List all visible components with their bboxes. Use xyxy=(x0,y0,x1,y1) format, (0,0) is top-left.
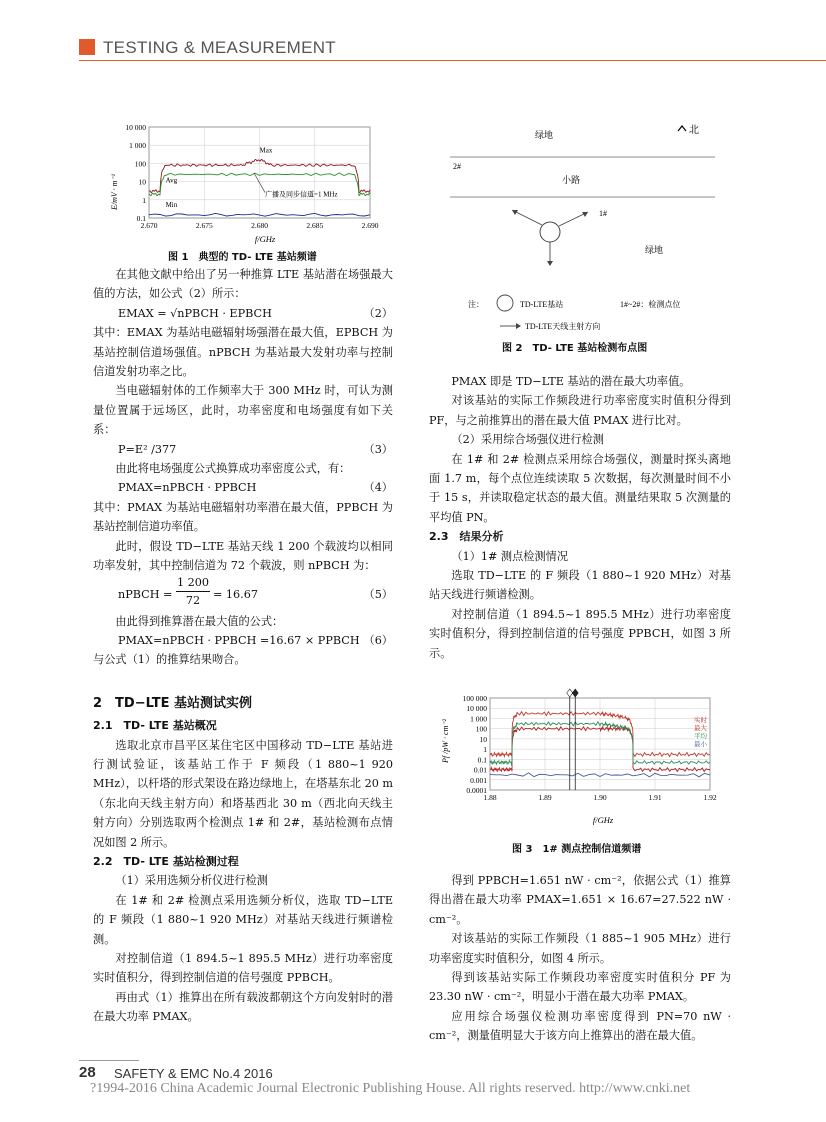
paragraph: 再由式（1）推算出在所有载波都朝这个方向发射时的潜在最大功率 PMAX。 xyxy=(93,990,393,1024)
equation-3-body: P=E² /377 xyxy=(118,442,177,456)
fig2-north: 北 xyxy=(689,125,699,136)
north-arrow-icon xyxy=(678,126,686,131)
series-label-avg: Avg xyxy=(165,176,178,185)
x-tick-label: 1.90 xyxy=(593,793,607,802)
x-tick-label: 2.680 xyxy=(251,221,268,230)
fig2-legend-note: 注： xyxy=(468,300,484,309)
fig2-point-1: 1# xyxy=(599,209,607,218)
figure-3-control-channel-spectrum xyxy=(438,686,730,826)
y-tick-label: 1 xyxy=(483,745,487,755)
equation-5-denominator: 72 xyxy=(185,593,201,607)
paragraph: 其中：PMAX 为基站电磁辐射功率潜在最大值，PPBCH 为基站控制信道功率值。 xyxy=(93,500,393,534)
y-tick-label: 10 000 xyxy=(125,123,146,132)
paragraph: 当电磁辐射体的工作频率大于 300 MHz 时，可认为测量位置属于远场区，此时，功率密度和电场强度有如下关系： xyxy=(93,384,393,437)
fig2-green-bottom: 绿地 xyxy=(645,245,664,255)
equation-3 xyxy=(93,440,393,459)
section-header: TESTING & MEASUREMENT xyxy=(103,38,336,57)
y-tick-label: 0.1 xyxy=(477,755,487,765)
paragraph: 选取北京市昌平区某住宅区中国移动 TD−LTE 基站进行测试验证，该基站工作于 F 频段（1 880~1 920 MHz），以杆塔的形式架设在路边绿地上，在塔基东北 20 m（东北向天线主射方向）和塔基西北 30 m（西北向天线主射方向）分别选取两个检测点 1# 和 2#，基站检测布点情况如图 2 所示。 xyxy=(93,738,393,849)
figure-1-spectrum xyxy=(105,120,390,245)
legend-station-icon xyxy=(497,295,513,311)
fig2-green-top: 绿地 xyxy=(535,130,554,140)
x-tick-label: 2.690 xyxy=(361,221,379,230)
y-tick-label: 0.01 xyxy=(473,765,487,775)
figure-3-caption: 图 3 1# 测点控制信道频谱 xyxy=(512,844,642,855)
equation-2-body: EMAX = √nPBCH · EPBCH xyxy=(118,306,272,320)
journal-name: SAFETY & EMC No.4 2016 xyxy=(114,1066,273,1081)
paragraph: 对该基站的实际工作频段进行功率密度实时值积分得到 PF，与之前推算出的潜在最大值 PMAX 进行比对。 xyxy=(429,394,731,427)
figure-1-caption: 图 1 典型的 TD- LTE 基站频谱 xyxy=(168,252,317,263)
figure-2-caption: 图 2 TD- LTE 基站检测布点图 xyxy=(502,343,648,354)
y-tick-label: 1 000 xyxy=(129,141,146,151)
figure-2-layout-diagram xyxy=(440,115,730,340)
equation-6 xyxy=(93,631,393,650)
paragraph: （2）采用综合场强仪进行检测 xyxy=(451,433,604,447)
equation-3-number: （3） xyxy=(363,442,393,456)
arrow-head-south xyxy=(547,261,553,266)
fig2-road: 小路 xyxy=(562,175,581,185)
y-tick-label: 10 xyxy=(479,734,487,744)
section-heading: 2 TD−LTE 基站测试实例 xyxy=(93,695,253,711)
equation-6-number: （6） xyxy=(363,633,393,647)
x-tick-label: 2.675 xyxy=(195,221,213,230)
equation-4-body: PMAX=nPBCH · PPBCH xyxy=(118,481,257,495)
equation-2 xyxy=(93,304,393,323)
paragraph: （1）1# 测点检测情况 xyxy=(451,549,569,563)
equation-5-numerator: 1 200 xyxy=(176,575,210,592)
paragraph: 选取 TD−LTE 的 F 频段（1 880~1 920 MHz）对基站天线进行频谱检测。 xyxy=(429,569,731,602)
paragraph: 在 1# 和 2# 检测点采用综合场强仪，测量时探头离地面 1.7 m，每个点位连续读取 5 次数据，每次测量时间不小于 15 s，并读取稳定状态的最大值。测量结果取 5 次测量的平均值 PN。 xyxy=(429,452,731,524)
subsection-heading: 2.2 TD- LTE 基站检测过程 xyxy=(93,854,239,868)
paragraph: 得到该基站实际工作频段功率密度实时值积分 PF 为 23.30 nW · cm⁻²，明显小于潜在最大功率 PMAX。 xyxy=(429,971,731,1004)
fig2-point-2: 2# xyxy=(453,162,461,171)
paragraph: 由此将电场强度公式换算成功率密度公式，有： xyxy=(115,462,351,476)
base-station-icon xyxy=(540,222,560,242)
right-column-lower xyxy=(429,871,731,1046)
x-tick-label: 1.88 xyxy=(483,793,497,802)
fig1-ylabel: E/mV · m⁻¹ xyxy=(110,173,119,211)
annotation-label: 广播及同步信道=1 MHz xyxy=(265,190,338,199)
paragraph: 应用综合场强仪检测功率密度得到 PN=70 nW · cm⁻²，测量值明显大于该方向上推算出的潜在最大值。 xyxy=(429,1009,731,1043)
x-tick-label: 1.91 xyxy=(648,793,662,802)
paragraph: 对控制信道（1 894.5~1 895.5 MHz）进行功率密度实时值积分，得到控制信道的信号强度 PPBCH。 xyxy=(93,952,393,985)
paragraph: 其中：EMAX 为基站电磁辐射场强潜在最大值，EPBCH 为基站控制信道场强值。nPBCH 为基站最大发射功率与控制信道发射功率之比。 xyxy=(93,326,393,379)
equation-5-number: （5） xyxy=(363,587,393,601)
y-tick-label: 0.0001 xyxy=(466,786,487,795)
y-tick-label: 10 000 xyxy=(466,704,487,714)
equation-5-rhs: = 16.67 xyxy=(213,587,258,601)
footer-rule xyxy=(79,1060,139,1061)
fig2-legend-points: 1#~2#：检测点位 xyxy=(620,300,681,309)
subsection-heading: 2.3 结果分析 xyxy=(429,530,504,544)
fig1-xlabel: f/GHz xyxy=(254,234,276,244)
fig2-legend-station: TD-LTE基站 xyxy=(520,300,564,309)
legend-arrow-head-icon xyxy=(516,323,521,329)
legend-entry-1: 实时 xyxy=(694,717,707,724)
equation-6-body: PMAX=nPBCH · PPBCH =16.67 × PPBCH xyxy=(118,633,360,647)
left-column xyxy=(93,265,393,1027)
subsection-heading: 2.1 TD- LTE 基站概况 xyxy=(93,719,217,733)
paragraph: 与公式（1）的推算结果吻合。 xyxy=(93,653,246,667)
paragraph: 在其他文献中给出了另一种推算 LTE 基站潜在场强最大值的方法，如公式（2）所示： xyxy=(93,268,393,301)
y-tick-label: 100 xyxy=(475,724,487,734)
x-tick-label: 1.89 xyxy=(538,793,552,802)
equation-4 xyxy=(93,478,393,497)
header-accent-square xyxy=(79,39,95,55)
x-tick-label: 2.670 xyxy=(140,221,158,230)
right-column xyxy=(429,372,731,663)
series-label-min: Min xyxy=(165,201,178,210)
y-tick-label: 0.001 xyxy=(470,775,487,785)
header-rule xyxy=(79,60,826,61)
legend-entry-4: 最小 xyxy=(694,741,707,748)
y-tick-label: 10 xyxy=(138,177,146,187)
legend-entry-3: 平均 xyxy=(694,733,707,740)
paragraph: 对该基站的实际工作频段（1 885~1 905 MHz）进行功率密度实时值积分，如图 4 所示。 xyxy=(429,932,731,965)
paragraph: 对控制信道（1 894.5~1 895.5 MHz）进行功率密度实时值积分，得到控制信道的信号强度 PPBCH，如图 3 所示。 xyxy=(429,607,731,660)
equation-5-lhs: nPBCH = xyxy=(118,587,173,601)
fig2-legend-arrow: TD-LTE天线主射方向 xyxy=(525,322,601,331)
page-number: 28 xyxy=(79,1064,96,1081)
paragraph: （1）采用选频分析仪进行检测 xyxy=(115,874,268,888)
y-tick-label: 0.1 xyxy=(136,214,146,223)
y-tick-label: 1 000 xyxy=(470,714,487,724)
paragraph: 得到 PPBCH=1.651 nW · cm⁻²，依据公式（1）推算得出潜在最大功率 PMAX=1.651 × 16.67=27.522 nW · cm⁻²。 xyxy=(429,874,731,926)
series-label-max: Max xyxy=(259,146,273,155)
marker-diamond-icon xyxy=(572,689,578,697)
marker-diamond-icon xyxy=(567,689,573,697)
copyright-line: ?1994-2016 China Academic Journal Electronic Publishing House. All rights reserved. http://www.cnki.net xyxy=(90,1081,691,1096)
y-tick-label: 1 xyxy=(142,195,146,205)
x-tick-label: 2.685 xyxy=(306,221,324,230)
fig3-xlabel: f/GHz xyxy=(592,815,614,825)
fig3-ylabel: Pf /pW · cm⁻² xyxy=(441,719,450,763)
paragraph: PMAX 即是 TD−LTE 基站的潜在最大功率值。 xyxy=(451,375,691,388)
equation-2-number: （2） xyxy=(363,306,393,320)
y-tick-label: 100 xyxy=(134,159,146,169)
x-tick-label: 1.92 xyxy=(703,793,717,802)
paragraph: 由此得到推算潜在最大值的公式： xyxy=(115,614,284,628)
paragraph: 在 1# 和 2# 检测点采用选频分析仪，选取 TD−LTE 的 F 频段（1 880~1 920 MHz）对基站天线进行频谱检测。 xyxy=(93,893,393,946)
y-tick-label: 100 000 xyxy=(462,694,487,703)
equation-4-number: （4） xyxy=(363,481,393,495)
paragraph: 此时，假设 TD−LTE 基站天线 1 200 个载波均以相同功率发射，其中控制信道为 72 个载波，则 nPBCH 为： xyxy=(93,539,393,573)
equation-5 xyxy=(93,576,393,612)
legend-entry-2: 最大 xyxy=(694,725,707,732)
